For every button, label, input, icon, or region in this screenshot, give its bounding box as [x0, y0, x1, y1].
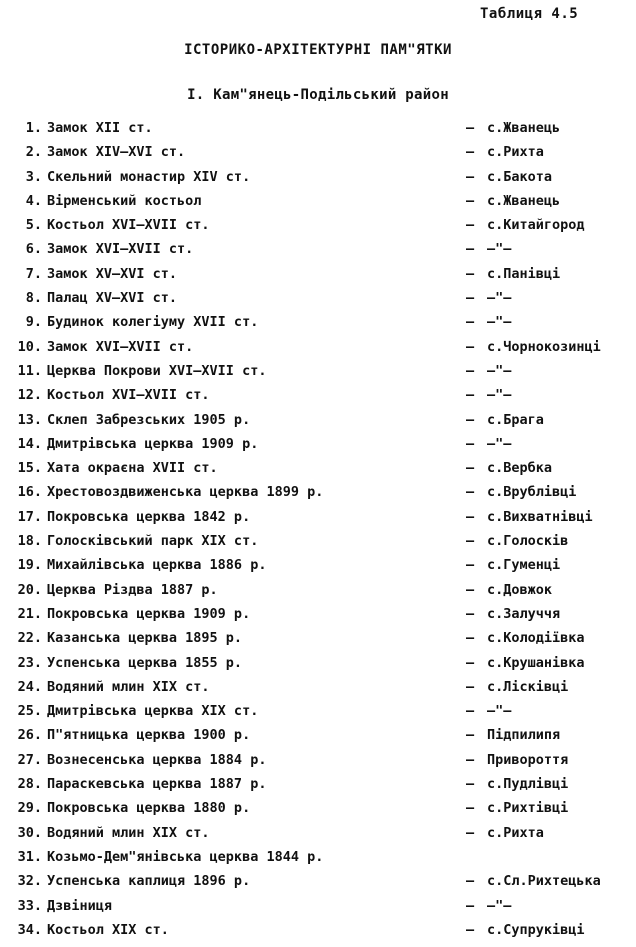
monument-name: Успенська церква 1855 р.	[47, 654, 243, 671]
location-name: с.Пудлівці	[487, 776, 569, 793]
list-item	[0, 847, 636, 871]
list-item	[0, 920, 636, 944]
separator-dash: –	[466, 703, 475, 720]
location-name: с.Врублівці	[487, 484, 577, 501]
monument-name: Костьол XIX ст.	[47, 921, 169, 938]
separator-dash: –	[466, 776, 475, 793]
item-number: 12.	[17, 387, 42, 404]
list-item	[0, 896, 636, 920]
item-number: 33.	[17, 897, 42, 914]
item-number: 24.	[17, 678, 42, 695]
monument-name: Дмитрівська церква XIX ст.	[47, 703, 259, 720]
separator-dash: –	[466, 678, 475, 695]
item-number: 7.	[25, 265, 42, 282]
item-number: 2.	[25, 144, 42, 161]
item-number: 9.	[25, 314, 42, 331]
separator-dash: –	[466, 921, 475, 938]
item-number: 4.	[25, 192, 42, 209]
separator-dash: –	[466, 897, 475, 914]
item-number: 27.	[17, 751, 42, 768]
location-name: –"–	[487, 387, 512, 404]
item-number: 32.	[17, 873, 42, 890]
monument-list	[0, 118, 636, 944]
separator-dash: –	[466, 217, 475, 234]
monument-name: Дзвіниця	[47, 897, 113, 914]
separator-dash: –	[466, 144, 475, 161]
item-number: 23.	[17, 654, 42, 671]
location-name: с.Вербка	[487, 460, 553, 477]
location-name: –"–	[487, 241, 512, 258]
monument-name: Параскевська церква 1887 р.	[47, 776, 267, 793]
location-name: с.Сл.Рихтецька	[487, 873, 601, 890]
item-number: 26.	[17, 727, 42, 744]
item-number: 13.	[17, 411, 42, 428]
monument-name: Замок XII ст.	[47, 120, 153, 136]
item-number: 28.	[17, 776, 42, 793]
location-name: –"–	[487, 290, 512, 307]
list-item	[0, 555, 636, 579]
item-number: 18.	[17, 533, 42, 550]
item-number: 29.	[17, 800, 42, 817]
monument-name: Вознесенська церква 1884 р.	[47, 751, 267, 768]
location-name: с.Брага	[487, 411, 544, 428]
separator-dash: –	[466, 751, 475, 768]
separator-dash: –	[466, 873, 475, 890]
monument-name: Будинок колегіуму XVII ст.	[47, 314, 259, 331]
list-item	[0, 871, 636, 895]
list-item	[0, 482, 636, 506]
list-item	[0, 361, 636, 385]
item-number: 6.	[25, 241, 42, 258]
monument-name: Хата окраєна XVII ст.	[47, 460, 218, 477]
location-name: с.Довжок	[487, 581, 553, 598]
list-item	[0, 531, 636, 555]
separator-dash: –	[466, 435, 475, 452]
monument-name: Замок XVI–XVII ст.	[47, 241, 194, 258]
monument-name: Вірменський костьол	[47, 192, 202, 209]
separator-dash: –	[466, 168, 475, 185]
monument-name: Скельний монастир XIV ст.	[47, 168, 251, 185]
monument-name: Успенська каплиця 1896 р.	[47, 873, 251, 890]
list-item	[0, 653, 636, 677]
location-name: с.Лісківці	[487, 678, 569, 695]
item-number: 16.	[17, 484, 42, 501]
location-name: –"–	[487, 435, 512, 452]
district-heading: І. Кам"янець-Подільський район	[187, 87, 449, 103]
list-item	[0, 580, 636, 604]
monument-name: Дмитрівська церква 1909 р.	[47, 435, 259, 452]
list-item	[0, 118, 636, 142]
monument-name: Замок XIV–XVI ст.	[47, 144, 186, 161]
item-number: 34.	[17, 921, 42, 938]
list-item	[0, 507, 636, 531]
location-name: с.Бакота	[487, 168, 553, 185]
separator-dash: –	[466, 533, 475, 550]
list-item	[0, 337, 636, 361]
list-item	[0, 167, 636, 191]
separator-dash: –	[466, 241, 475, 258]
item-number: 5.	[25, 217, 42, 234]
item-number: 17.	[17, 508, 42, 525]
list-item	[0, 142, 636, 166]
monument-name: Костьол XVI–XVII ст.	[47, 217, 210, 234]
table-label: Таблиця 4.5	[480, 6, 579, 22]
location-name: Привороття	[487, 751, 569, 768]
list-item	[0, 701, 636, 725]
monument-name: Хрестовоздвиженська церква 1899 р.	[47, 484, 324, 501]
separator-dash: –	[466, 460, 475, 477]
location-name: с.Колодіївка	[487, 630, 585, 647]
location-name: с.Вихватнівці	[487, 508, 593, 525]
list-item	[0, 385, 636, 409]
location-name: с.Жванець	[487, 120, 561, 136]
separator-dash: –	[466, 800, 475, 817]
separator-dash: –	[466, 605, 475, 622]
location-name: –"–	[487, 703, 512, 720]
list-item	[0, 215, 636, 239]
item-number: 15.	[17, 460, 42, 477]
separator-dash: –	[466, 192, 475, 209]
monument-name: П"ятницька церква 1900 р.	[47, 727, 251, 744]
monument-name: Церква Покрови XVI–XVII ст.	[47, 362, 267, 379]
monument-name: Замок XVI–XVII ст.	[47, 338, 194, 355]
location-name: –"–	[487, 314, 512, 331]
list-item	[0, 288, 636, 312]
separator-dash: –	[466, 824, 475, 841]
location-name: с.Залуччя	[487, 605, 561, 622]
separator-dash: –	[466, 581, 475, 598]
location-name: с.Жванець	[487, 192, 561, 209]
list-item	[0, 239, 636, 263]
document-title: ІСТОРИКО-АРХІТЕКТУРНІ ПАМ"ЯТКИ	[184, 42, 452, 58]
item-number: 25.	[17, 703, 42, 720]
separator-dash: –	[466, 484, 475, 501]
monument-name: Церква Різдва 1887 р.	[47, 581, 218, 598]
item-number: 30.	[17, 824, 42, 841]
separator-dash: –	[466, 362, 475, 379]
item-number: 10.	[17, 338, 42, 355]
item-number: 21.	[17, 605, 42, 622]
monument-name: Покровська церква 1880 р.	[47, 800, 251, 817]
monument-name: Водяний млин XIX ст.	[47, 678, 210, 695]
separator-dash: –	[466, 387, 475, 404]
location-name: с.Китайгород	[487, 217, 585, 234]
location-name: с.Супруківці	[487, 921, 585, 938]
list-item	[0, 458, 636, 482]
location-name: –"–	[487, 362, 512, 379]
list-item	[0, 312, 636, 336]
list-item	[0, 774, 636, 798]
location-name: –"–	[487, 897, 512, 914]
item-number: 1.	[25, 120, 42, 136]
list-item	[0, 677, 636, 701]
location-name: с.Голосків	[487, 533, 569, 550]
list-item	[0, 750, 636, 774]
monument-name: Замок XV–XVI ст.	[47, 265, 178, 282]
location-name: с.Рихта	[487, 144, 544, 161]
location-name: с.Рихта	[487, 824, 544, 841]
monument-name: Михайлівська церква 1886 р.	[47, 557, 267, 574]
item-number: 22.	[17, 630, 42, 647]
list-item	[0, 823, 636, 847]
item-number: 11.	[17, 362, 42, 379]
monument-name: Казанська церква 1895 р.	[47, 630, 243, 647]
location-name: с.Гуменці	[487, 557, 561, 574]
item-number: 19.	[17, 557, 42, 574]
list-item	[0, 264, 636, 288]
separator-dash: –	[466, 120, 475, 136]
separator-dash: –	[466, 727, 475, 744]
separator-dash: –	[466, 630, 475, 647]
location-name: с.Чорнокозинці	[487, 338, 601, 355]
location-name: с.Крушанівка	[487, 654, 585, 671]
item-number: 31.	[17, 848, 42, 865]
list-item	[0, 434, 636, 458]
list-item	[0, 604, 636, 628]
separator-dash: –	[466, 290, 475, 307]
separator-dash: –	[466, 557, 475, 574]
item-number: 3.	[25, 168, 42, 185]
item-number: 14.	[17, 435, 42, 452]
list-item	[0, 725, 636, 749]
monument-name: Костьол XVI–XVII ст.	[47, 387, 210, 404]
location-name: с.Рихтівці	[487, 800, 569, 817]
location-name: с.Панівці	[487, 265, 561, 282]
item-number: 8.	[25, 290, 42, 307]
item-number: 20.	[17, 581, 42, 598]
monument-name: Покровська церква 1842 р.	[47, 508, 251, 525]
list-item	[0, 191, 636, 215]
monument-name: Покровська церква 1909 р.	[47, 605, 251, 622]
location-name: Підпилипя	[487, 727, 561, 744]
separator-dash: –	[466, 314, 475, 331]
separator-dash: –	[466, 265, 475, 282]
monument-name: Склеп Забрезських 1905 р.	[47, 411, 251, 428]
list-item	[0, 798, 636, 822]
separator-dash: –	[466, 654, 475, 671]
monument-name: Водяний млин XIX ст.	[47, 824, 210, 841]
list-item	[0, 410, 636, 434]
monument-name: Козьмо-Дем"янівська церква 1844 р.	[47, 848, 324, 865]
list-item	[0, 628, 636, 652]
monument-name: Голосківський парк XIX ст.	[47, 533, 259, 550]
separator-dash: –	[466, 338, 475, 355]
separator-dash: –	[466, 508, 475, 525]
separator-dash: –	[466, 411, 475, 428]
monument-name: Палац XV–XVI ст.	[47, 290, 178, 307]
